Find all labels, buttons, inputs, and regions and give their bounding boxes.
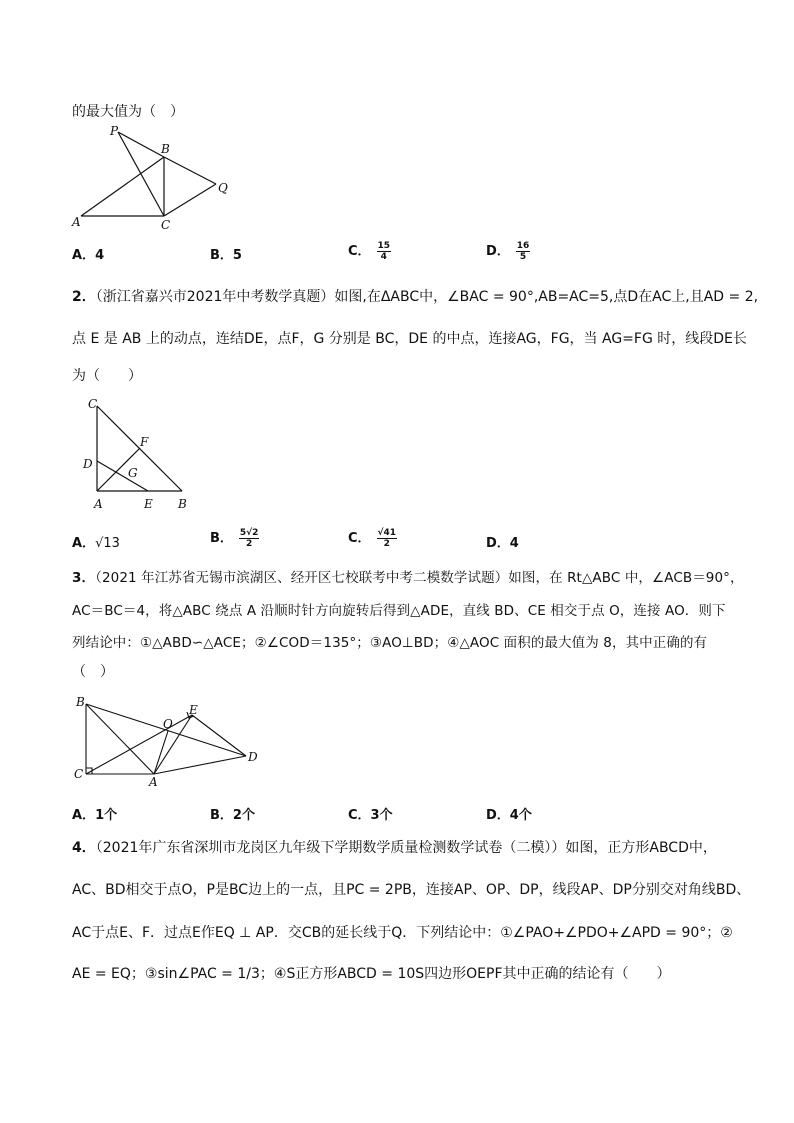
q3-line-3: 列结论中：①△ABD∽△ACE；②∠COD＝135°；③AO⊥BD；④△AOC 面积的最大值为 8，其中正确的有 — [72, 635, 708, 651]
q3-option-a[interactable]: A．1个 — [72, 808, 118, 823]
q3-option-b[interactable]: B．2个 — [210, 808, 255, 823]
q1-seg-AB — [81, 157, 164, 216]
q3-label-O: O — [163, 717, 173, 731]
q1-label-Q: Q — [218, 181, 228, 195]
q3-label-A: A — [149, 775, 158, 789]
q2-label-A: A — [94, 497, 103, 511]
q4-line-2: AC、BD相交于点O，P是BC边上的一点，且PC = 2PB，连接AP、OP、DP，线段AP、DP分别交对角线BD、 — [72, 882, 751, 898]
q1-label-C: C — [161, 218, 171, 232]
q3-seg-AD — [154, 756, 246, 774]
q3-figure — [70, 690, 270, 790]
q4-line-1: 4．（2021年广东省深圳市龙岗区九年级下学期数学质量检测数学试卷（二模））如图，正方形ABCD中， — [72, 840, 717, 856]
q3-label-C: C — [74, 767, 84, 781]
q3-option-d[interactable]: D．4个 — [486, 808, 532, 823]
q3-seg-AE — [154, 715, 192, 774]
q3-seg-AO — [154, 731, 168, 774]
q3-number: 3． — [72, 570, 96, 586]
q1-tail-text: 的最大值为（ ） — [72, 104, 184, 120]
q2-option-d[interactable]: D．4 — [486, 536, 519, 551]
q2-line-3: 为（ ） — [72, 368, 142, 384]
q2-option-a[interactable]: A．√13 — [72, 536, 120, 551]
q3-line-1: 3．（2021 年江苏省无锡市滨湖区、经开区七校联考中考二模数学试题）如图，在 Rt△ABC 中，∠ACB＝90°， — [72, 570, 744, 586]
q2-option-c[interactable]: C． $\frac{√41}{2}$ — [348, 528, 397, 549]
q3-line-2: AC＝BC＝4，将△ABC 绕点 A 沿顺时针方向旋转后得到△ADE，直线 BD、CE 相交于点 O，连接 AO．则下 — [72, 603, 726, 619]
q2-option-b[interactable]: B． $\frac{5√2}{2}$ — [210, 528, 259, 549]
q2-label-B: B — [178, 497, 187, 511]
q3-seg-CE — [86, 715, 192, 774]
q1-option-a[interactable]: A．4 — [72, 248, 105, 263]
q3-seg-ED — [192, 715, 246, 756]
q1-label-P: P — [110, 124, 119, 138]
q1-seg-BQ — [164, 157, 216, 184]
q1-figure — [66, 122, 246, 234]
q3-line-4: （ ） — [72, 664, 114, 680]
q2-number: 2． — [72, 289, 96, 305]
q2-label-E: E — [144, 497, 153, 511]
q3-label-B: B — [76, 695, 85, 709]
q1-option-d[interactable]: D． $\frac{16}{5}$ — [486, 241, 530, 262]
q2-label-C: C — [88, 397, 98, 411]
q2-figure — [80, 396, 200, 516]
q1-option-c[interactable]: C． $\frac{15}{4}$ — [348, 241, 391, 262]
q4-line-3: AC于点E、F．过点E作EQ ⊥ AP．交CB的延长线于Q．下列结论中：①∠PAO+∠PDO+∠APD = 90°；② — [72, 925, 733, 941]
q1-option-b[interactable]: B．5 — [210, 248, 242, 263]
q2-label-G: G — [128, 466, 138, 480]
q1-label-A: A — [72, 215, 81, 229]
q2-line-2: 点 E 是 AB 上的动点，连结DE，点F，G 分别是 BC，DE 的中点，连接AG，FG，当 AG=FG 时，线段DE长 — [72, 331, 747, 347]
q2-line-1: 2．（浙江省嘉兴市2021年中考数学真题）如图,在ΔABC中，∠BAC = 90°,AB=AC=5,点D在AC上,且AD = 2, — [72, 289, 759, 305]
q2-label-F: F — [140, 435, 149, 449]
q1-seg-CQ — [164, 184, 216, 216]
q1-label-B: B — [161, 142, 170, 156]
q4-number: 4． — [72, 840, 96, 856]
q3-label-E: E — [189, 703, 198, 717]
q3-label-D: D — [248, 750, 258, 764]
q2-label-D: D — [83, 457, 93, 471]
q4-line-4: AE = EQ；③sin∠PAC = 1/3；④S正方形ABCD = 10S四边形OEPF其中正确的结论有（ ） — [72, 966, 671, 982]
q3-option-c[interactable]: C．3个 — [348, 808, 393, 823]
